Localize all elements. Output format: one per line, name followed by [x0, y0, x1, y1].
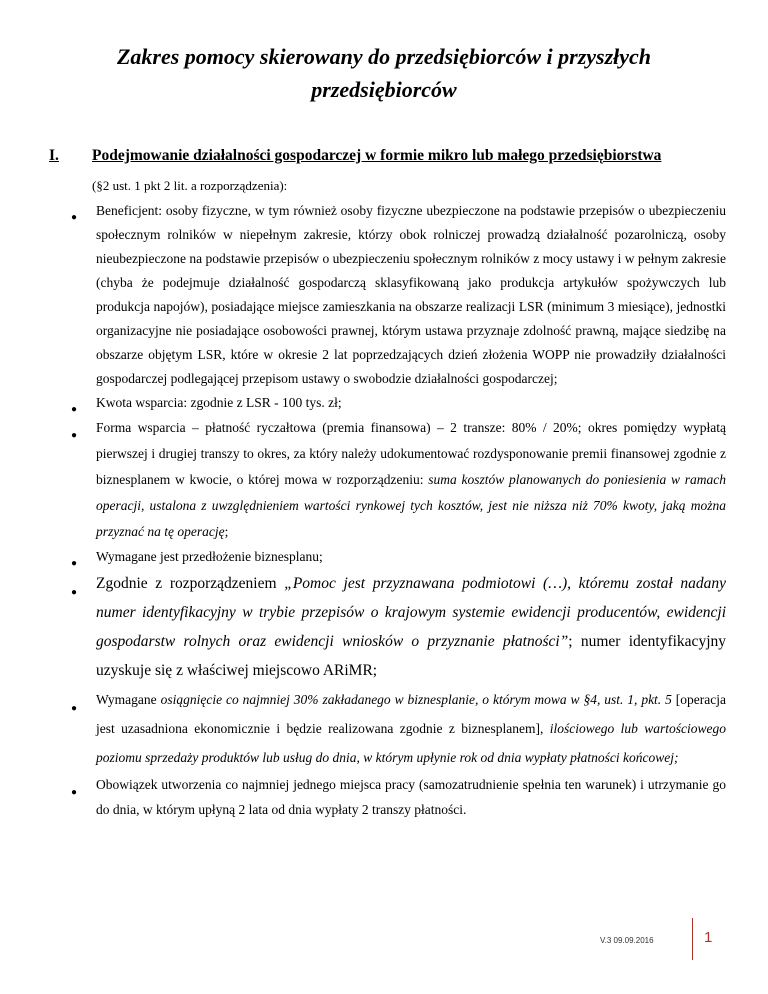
list-item-job-creation [0, 772, 768, 822]
bullet-icon: ● [71, 430, 78, 441]
bullet-text-quote: „Pomoc jest przyznawana podmiotowi (…), któremu został nadany numer identyfikacyjny w trybie przepisów o krajowym systemie ewidencji producentów, ewidencji gospodarstw rolnych oraz ewidencji wniosków o przyznanie płatności” [96, 575, 726, 650]
bullet-text [96, 415, 726, 545]
section-subtitle: (§2 ust. 1 pkt 2 lit. a rozporządzenia): [92, 178, 288, 193]
bullet-text [96, 685, 726, 772]
list-item-identification-number [0, 569, 768, 685]
list-item-amount [0, 391, 768, 415]
page-number: 1 [704, 929, 713, 946]
bullet-text: Beneficjent: osoby fizyczne, w tym również osoby fizyczne ubezpieczone na podstawie przepisów o ubezpieczeniu społecznym rolników w niepełnym zakresie, którzy obok rolniczej prowadzą działalność pozarolniczą, osoby nieubezpieczone na podstawie przepisów o ubezpieczeniu społecznym rolników z mocy ustawy i w pełnym zakresie (chyba że podejmuje działalność gospodarczą sklasyfikowaną jako produkcja artykułów spożywczych lub produkcja napojów), posiadające miejsce zamieszkania na obszarze realizacji LSR (minimum 3 miesiące), jednostki organizacyjne nie posiadające osobowości prawnej, którym ustawa przyznaje zdolność prawną, mające siedzibę na obszarze objętym LSR, które w okresie 2 lat poprzedzających dzień złożenia WOPP nie prowadziły działalności gospodarczej podlegającej przepisom ustawy o swobodzie działalności gospodarczej; [96, 203, 726, 386]
section-number: I. [49, 147, 59, 164]
footer-divider [692, 918, 693, 960]
bullet-text-quote: osiągnięcie co najmniej 30% zakładanego w biznesplanie, o którym mowa w §4, ust. 1, pkt. 5 [160, 692, 672, 707]
bullet-text [96, 569, 726, 685]
footer-version: V.3 09.09.2016 [600, 936, 654, 945]
list-item-business-plan [0, 545, 768, 569]
bullet-icon: ● [71, 787, 78, 798]
bullet-text-end: ; numer identyfikacyjny uzyskuje się z właściwej miejscowo ARiMR; [96, 633, 726, 679]
bullet-icon: ● [71, 587, 78, 598]
bullet-icon: ● [71, 558, 78, 569]
list-item-sales-level [0, 685, 768, 772]
list-item-beneficiary [0, 199, 768, 391]
bullet-icon: ● [71, 212, 78, 223]
bullet-text-mid: [operacja jest uzasadniona ekonomicznie i będzie realizowana zgodnie z biznesplanem], [96, 692, 726, 736]
bullet-text: Wymagane jest przedłożenie biznesplanu; [96, 549, 323, 564]
section-title: Podejmowanie działalności gospodarczej w formie mikro lub małego przedsiębiorstwa [92, 147, 662, 164]
bullet-text: Obowiązek utworzenia co najmniej jednego miejsca pracy (samozatrudnienie spełnia ten warunek) i utrzymanie go do dnia, w którym upłyną 2 lata od dnia wypłaty 2 transzy płatności. [96, 777, 726, 817]
bullet-icon: ● [71, 404, 78, 415]
bullet-text-quote: suma kosztów planowanych do poniesienia w ramach operacji, ustalona z uwzględnieniem wartości rynkowej tych kosztów, jest nie niższa niż 70% kwoty, jaką można przyznać na tę operację [96, 472, 726, 539]
bullet-text-plain: Zgodnie z rozporządzeniem [96, 575, 285, 592]
bullet-text-plain: Forma wsparcia – płatność ryczałtowa (premia finansowa) – 2 transze: 80% / 20%; okres pomiędzy wypłatą pierwszej i drugiej transzy to okres, za który należy udokumentować rozdysponowanie premii finansowej zgodnie z biznesplanem w kwocie, o której mowa w rozporządzeniu: [96, 420, 726, 487]
bullet-text-end: ; [224, 524, 229, 539]
bullet-text: Kwota wsparcia: zgodnie z LSR - 100 tys. zł; [96, 395, 342, 410]
document-title: Zakres pomocy skierowany do przedsiębiorców i przyszłych przedsiębiorców [116, 44, 652, 102]
bullet-text-quote-2: ilościowego lub wartościowego poziomu sprzedaży produktów lub usług do dnia, w którym upłynie rok od dnia wypłaty płatności końcowej; [96, 721, 726, 765]
list-item-support-form [0, 415, 768, 545]
bullet-icon: ● [71, 703, 78, 714]
bullet-text-plain: Wymagane [96, 692, 161, 707]
requirements-list [0, 199, 768, 822]
